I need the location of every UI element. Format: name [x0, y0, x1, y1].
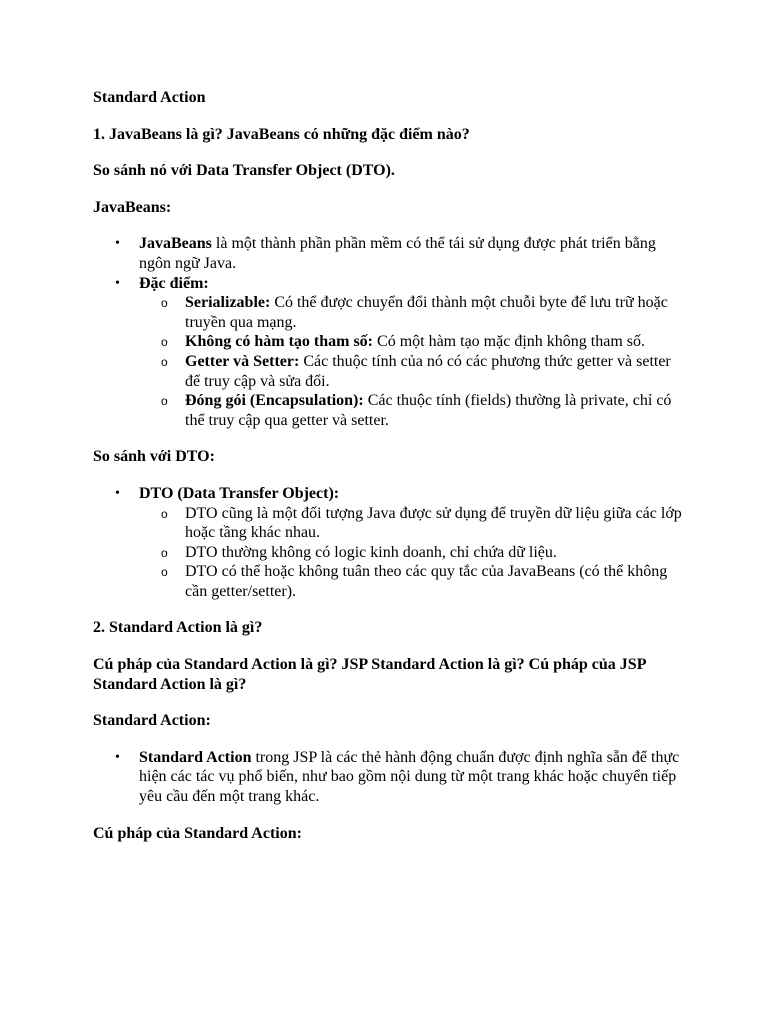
standard-action-list — [93, 748, 683, 807]
sublist-item-text: Các thuộc tính (fields) thường là private, chỉ có thể truy cập qua getter và setter. — [185, 392, 672, 429]
sublist-item-text: Có một hàm tạo mặc định không tham số. — [373, 333, 645, 351]
sublist-item: o DTO cũng là một đối tượng Java được sử dụng để truyền dữ liệu giữa các lớp hoặc tầng khác nhau. — [185, 504, 683, 543]
list-item — [139, 234, 683, 273]
dto-sublist — [139, 504, 683, 602]
sublist-item-term: Serializable: — [185, 294, 271, 312]
features-sublist — [139, 293, 683, 430]
list-item — [139, 748, 683, 807]
list-item-text: là một thành phần phần mềm có thể tái sử dụng được phát triển bằng ngôn ngữ Java. — [139, 235, 656, 272]
syntax-heading: Cú pháp của Standard Action: — [93, 824, 302, 842]
sublist-item-text: Có thể được chuyển đổi thành một chuỗi byte để lưu trữ hoặc truyền qua mạng. — [185, 294, 668, 331]
sublist-item: o DTO thường không có logic kinh doanh, chỉ chứa dữ liệu. — [185, 543, 683, 563]
question-2: 2. Standard Action là gì? — [93, 619, 263, 637]
sublist-item-term: Không có hàm tạo tham số: — [185, 333, 374, 351]
list-item-term: Đặc điểm: — [139, 274, 209, 292]
sublist-item-term: Đóng gói (Encapsulation): — [185, 392, 364, 410]
document-page — [93, 88, 683, 860]
sublist-item — [185, 391, 683, 430]
sublist-item-term: Getter và Setter: — [185, 352, 300, 370]
list-item — [139, 274, 683, 431]
dto-heading: So sánh với DTO: — [93, 448, 215, 466]
standard-action-heading: Standard Action: — [93, 712, 211, 730]
list-item-text: trong JSP là các thẻ hành động chuẩn được định nghĩa sẵn để thực hiện các tác vụ phổ biến, như bao gồm nội dung từ một trang khác hoặc chuyển tiếp yêu cầu đến một trang khác. — [139, 748, 680, 806]
question-2-subtitle: Cú pháp của Standard Action là gì? JSP Standard Action là gì? Cú pháp của JSP Standard Action là gì? — [93, 656, 646, 693]
dto-list — [93, 484, 683, 602]
sublist-item — [185, 332, 683, 352]
javabeans-heading: JavaBeans: — [93, 198, 172, 216]
list-item-term: DTO (Data Transfer Object): — [139, 484, 340, 502]
document-title: Standard Action — [93, 89, 206, 106]
question-1: 1. JavaBeans là gì? JavaBeans có những đặc điểm nào? — [93, 125, 470, 143]
sublist-item: o DTO có thể hoặc không tuân theo các quy tắc của JavaBeans (có thể không cần getter/setter). — [185, 562, 683, 601]
list-item-term: Standard Action — [139, 748, 252, 766]
javabeans-list — [93, 234, 683, 430]
list-item — [139, 484, 683, 602]
sublist-item-text: Các thuộc tính của nó có các phương thức getter và setter để truy cập và sửa đổi. — [185, 352, 671, 390]
sublist-item — [185, 293, 683, 332]
list-item-term: JavaBeans — [139, 235, 212, 253]
question-1-subtitle: So sánh nó với Data Transfer Object (DTO). — [93, 162, 395, 180]
sublist-item — [185, 352, 683, 391]
